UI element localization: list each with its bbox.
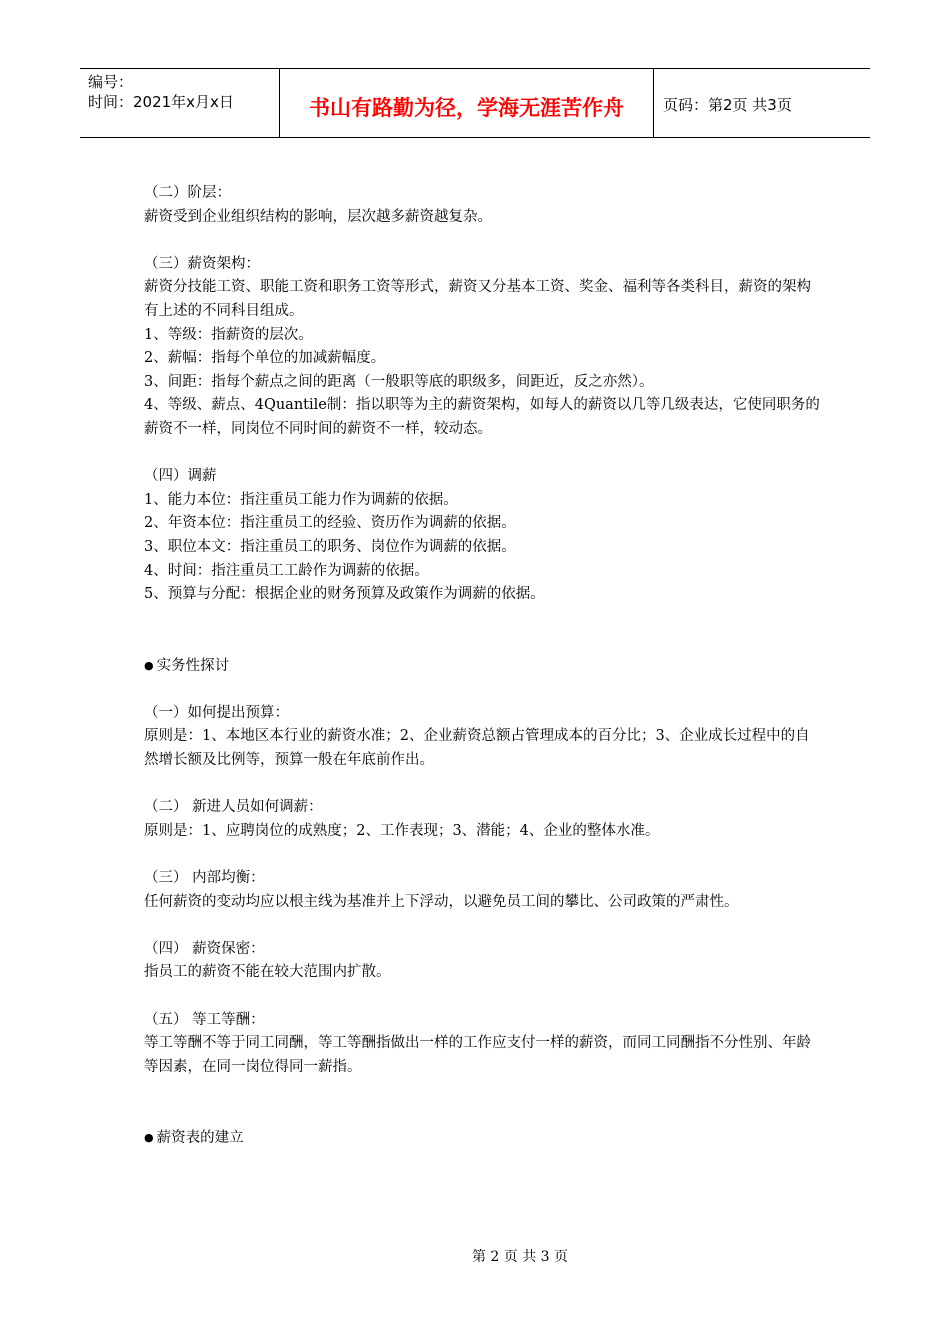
section-title: （二） 新进人员如何调薪： <box>144 799 323 816</box>
paragraph: 指员工的薪资不能在较大范围内扩散。 <box>144 964 391 981</box>
section-title: （二）阶层： <box>144 185 231 201</box>
paragraph: 任何薪资的变动均应以根主线为基准并上下浮动，以避免员工间的攀比、公司政策的严肃性。 <box>144 893 739 910</box>
date-label: 时间：2021年x月x日 <box>88 93 234 111</box>
paragraph: 等工等酬不等于同工同酬，等工等酬指做出一样的工作应支付一样的薪资，而同工同酬指不分性别、年龄等因素，在同一岗位得同一薪指。 <box>144 1035 811 1075</box>
page-header <box>80 68 870 138</box>
bullet-heading <box>144 654 824 679</box>
list-item: 1、等级：指薪资的层次。 <box>144 326 313 343</box>
header-motto: 书山有路勤为径，学海无涯苦作舟 <box>280 69 654 137</box>
list-item: 1、能力本位：指注重员工能力作为调薪的依据。 <box>144 491 458 508</box>
list-item: 3、职位本文：指注重员工的职务、岗位作为调薪的依据。 <box>144 538 516 555</box>
bullet-icon: ● <box>144 658 154 672</box>
paragraph: 薪资受到企业组织结构的影响，层次越多薪资越复杂。 <box>144 208 492 225</box>
section-title: （四） 薪资保密： <box>144 940 265 957</box>
document-body <box>144 182 824 1151</box>
bullet-heading <box>144 1126 824 1151</box>
bullet-heading-text: 实务性探讨 <box>156 657 230 674</box>
section-title: （四）调薪 <box>144 468 217 485</box>
section-title: （三）薪资架构： <box>144 255 260 272</box>
list-item: 4、时间：指注重员工工龄作为调薪的依据。 <box>144 562 429 579</box>
list-item: 3、间距：指每个薪点之间的距离（一般职等底的职级多，间距近，反之亦然）。 <box>144 373 654 390</box>
paragraph: 薪资分技能工资、职能工资和职务工资等形式，薪资又分基本工资、奖金、福利等各类科目，薪资的架构有上述的不同科目组成。 <box>144 279 811 319</box>
paragraph: 原则是：1、本地区本行业的薪资水准；2、企业薪资总额占管理成本的百分比；3、企业成长过程中的自然增长额及比例等，预算一般在年底前作出。 <box>144 728 810 769</box>
list-item: 4、等级、薪点、4Quantile制：指以职等为主的薪资架构，如每人的薪资以几等几级表达，它使同职务的薪资不一样，同岗位不同时间的薪资不一样，较动态。 <box>144 397 820 437</box>
bullet-icon: ● <box>144 1131 154 1145</box>
list-item: 5、预算与分配：根据企业的财务预算及政策作为调薪的依据。 <box>144 586 545 603</box>
list-item: 2、年资本位：指注重员工的经验、资历作为调薪的依据。 <box>144 515 516 532</box>
page-footer: 第 2 页 共 3 页 <box>471 1249 569 1265</box>
list-item: 2、薪幅：指每个单位的加减薪幅度。 <box>144 350 386 367</box>
number-label: 编号： <box>88 73 134 91</box>
section-title: （三） 内部均衡： <box>144 870 265 887</box>
section-title: （五） 等工等酬： <box>144 1011 265 1028</box>
paragraph: 原则是：1、应聘岗位的成熟度；2、工作表现；3、潜能；4、企业的整体水准。 <box>144 822 660 839</box>
header-page-label: 页码：第2页 共3页 <box>663 95 792 114</box>
bullet-heading-text: 薪资表的建立 <box>156 1130 244 1147</box>
section-title: （一）如何提出预算： <box>144 704 289 721</box>
header-meta <box>80 69 280 137</box>
